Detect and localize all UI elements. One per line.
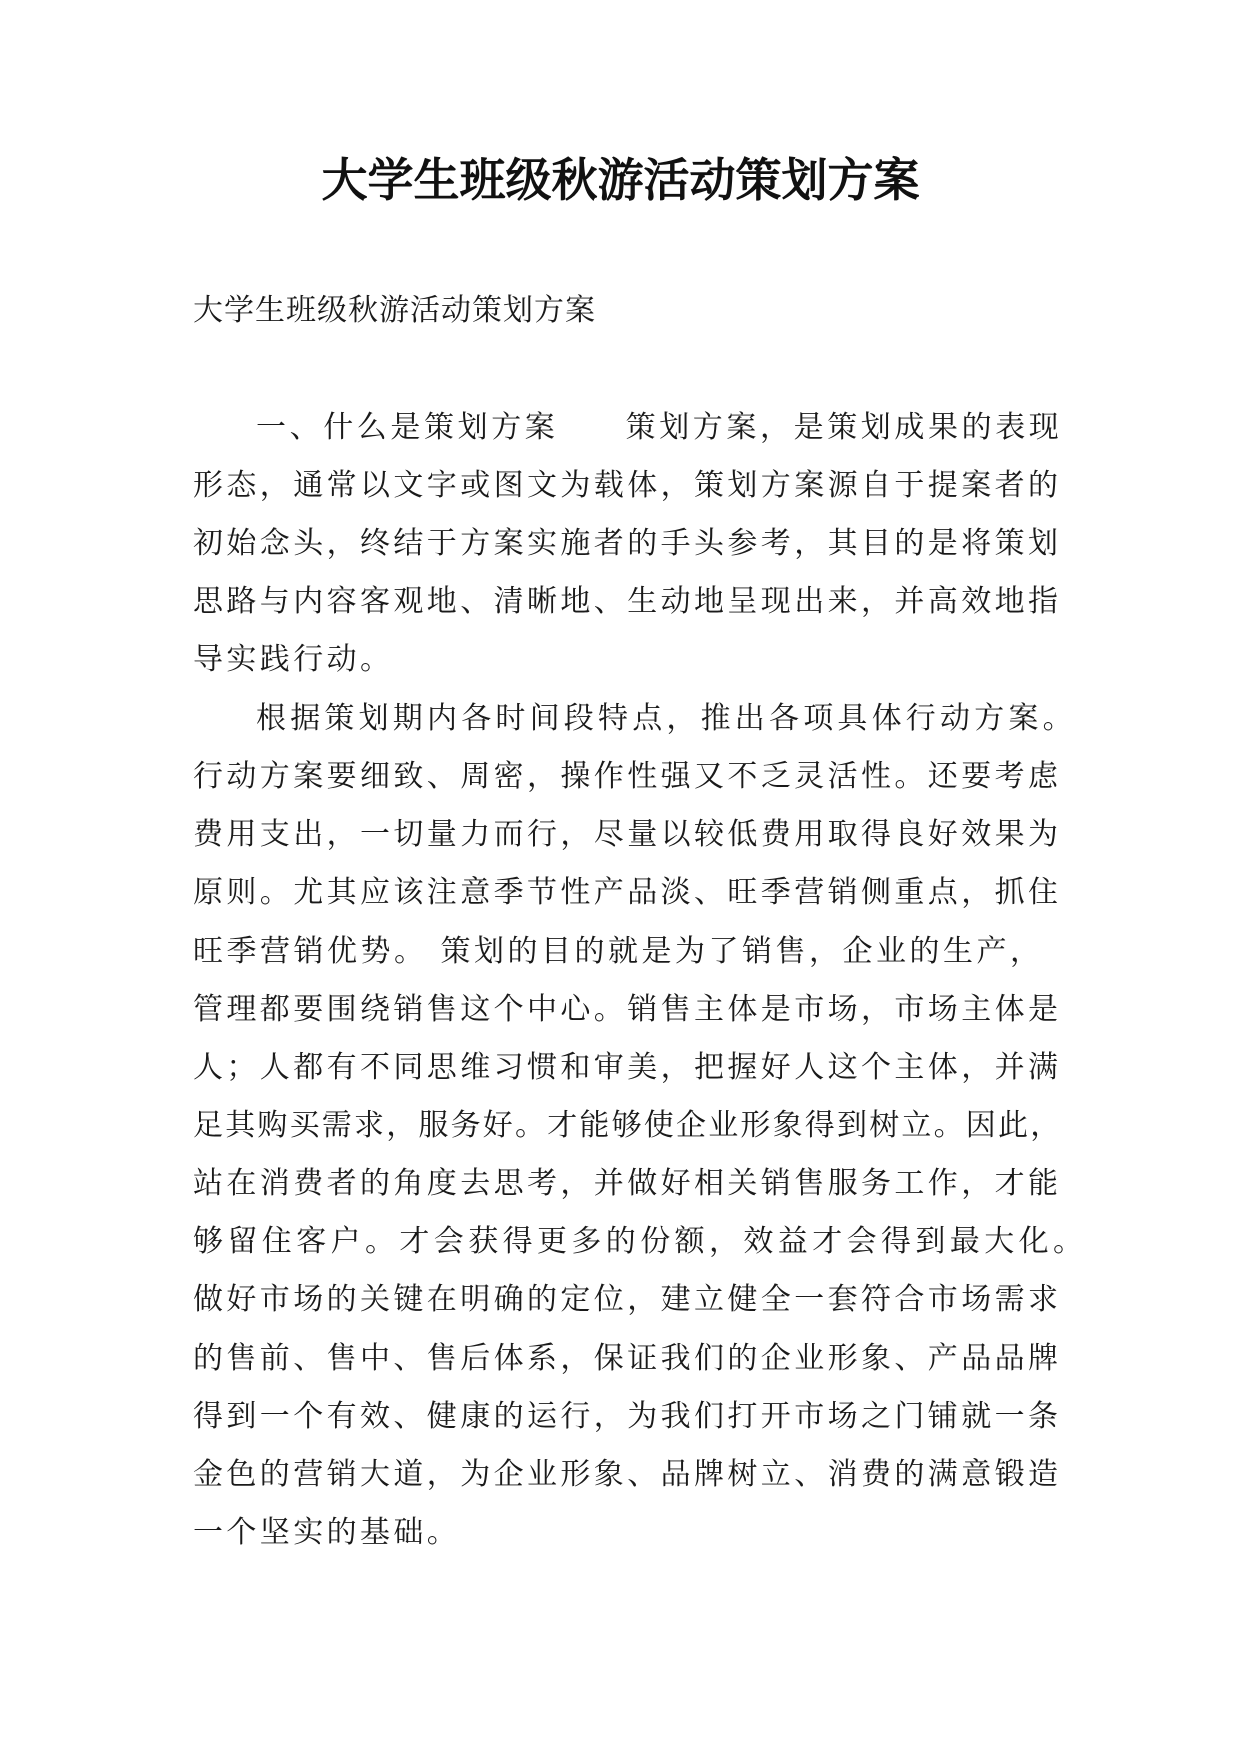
body-line: 足其购买需求，服务好。才能够使企业形象得到树立。因此， [193,1108,1063,1143]
body-line: 费用支出，一切量力而行，尽量以较低费用取得良好效果为 [193,817,1062,852]
body-line: 得到一个有效、健康的运行，为我们打开市场之门铺就一条 [193,1399,1062,1434]
document-subtitle: 大学生班级秋游活动策划方案 [193,293,596,328]
body-line: 原则。尤其应该注意季节性产品淡、旺季营销侧重点，抓住 [193,875,1062,910]
body-line: 够留住客户。才会获得更多的份额，效益才会得到最大化。 [193,1224,1088,1259]
body-line: 管理都要围绕销售这个中心。销售主体是市场，市场主体是 [193,992,1062,1027]
body-line: 一、什么是策划方案 策划方案，是策划成果的表现 [256,410,1063,445]
body-line: 的售前、售中、售后体系，保证我们的企业形象、产品品牌 [193,1341,1062,1376]
body-line: 金色的营销大道，为企业形象、品牌树立、消费的满意锻造 [193,1457,1062,1492]
body-line: 站在消费者的角度去思考，并做好相关销售服务工作，才能 [193,1166,1062,1201]
body-line: 行动方案要细致、周密，操作性强又不乏灵活性。还要考虑 [193,759,1062,794]
document-title: 大学生班级秋游活动策划方案 [321,153,920,207]
body-line: 导实践行动。 [193,642,394,677]
body-line: 初始念头，终结于方案实施者的手头参考，其目的是将策划 [193,526,1062,561]
body-line: 思路与内容客观地、清晰地、生动地呈现出来，并高效地指 [193,584,1062,619]
body-line: 旺季营销优势。 策划的目的就是为了销售，企业的生产， [193,934,1044,969]
body-line: 形态，通常以文字或图文为载体，策划方案源自于提案者的 [193,468,1062,503]
body-line: 人；人都有不同思维习惯和审美，把握好人这个主体，并满 [193,1050,1062,1085]
body-line: 根据策划期内各时间段特点，推出各项具体行动方案。 [256,701,1077,736]
body-line: 一个坚实的基础。 [193,1515,461,1550]
body-line: 做好市场的关键在明确的定位，建立健全一套符合市场需求 [193,1282,1062,1317]
